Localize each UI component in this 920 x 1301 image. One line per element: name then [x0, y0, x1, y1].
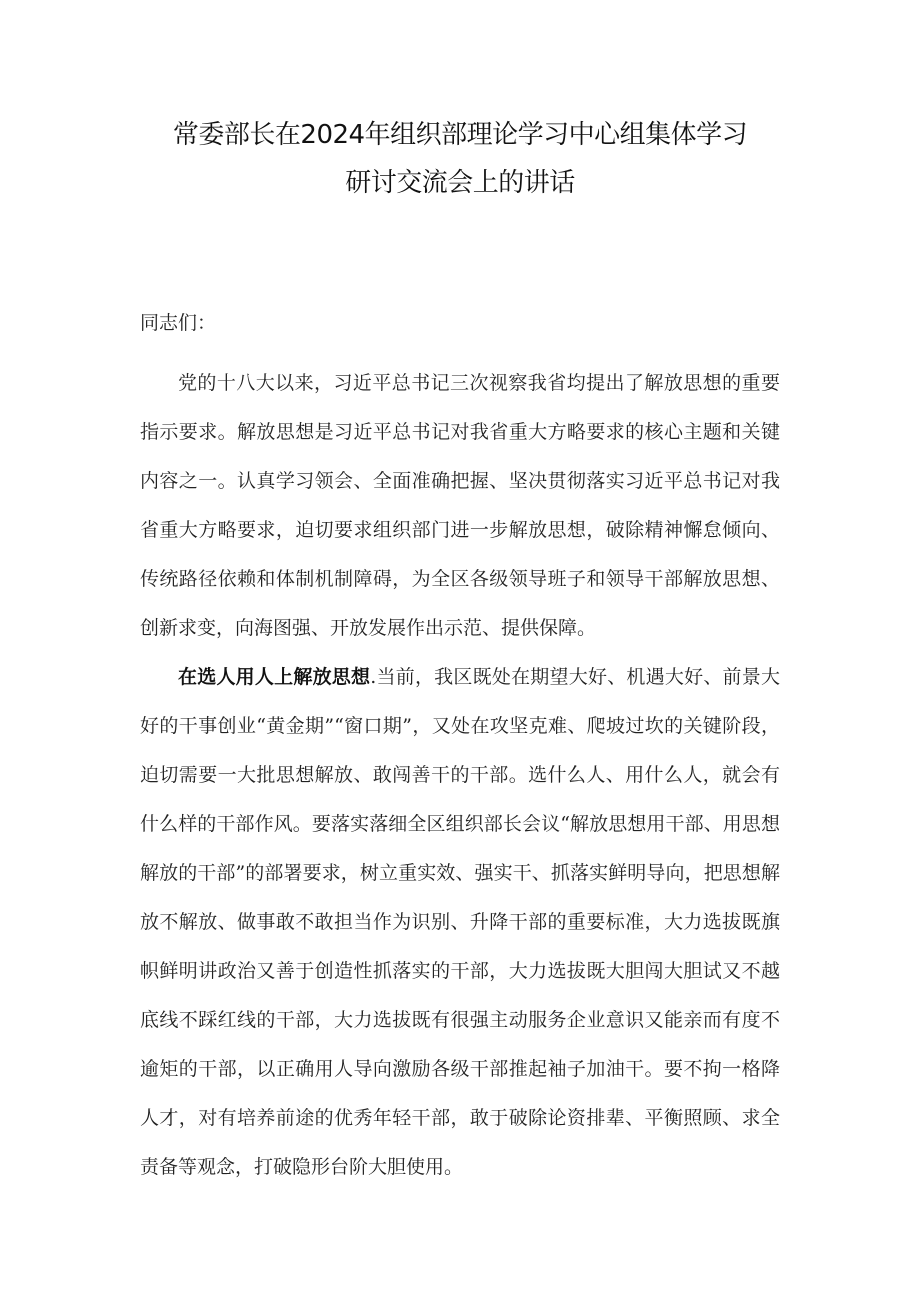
paragraph-2-body: .当前，我区既处在期望大好、机遇大好、前景大好的干事创业“黄金期”“窗口期”，又处在攻坚克难、爬坡过坎的关键阶段，迫切需要一大批思想解放、敢闯善干的干部。选什么人、用什么人，就会有什么样的干部作风。要落实落细全区组织部长会议“解放思想用干部、用思想解放的干部”的部署要求，树立重实效、强实干、抓落实鲜明导向，把思想解放不解放、做事敢不敢担当作为识别、升降干部的重要标准，大力选拔既旗帜鲜明讲政治又善于创造性抓落实的干部，大力选拔既大胆闯大胆试又不越底线不踩红线的干部，大力选拔既有很强主动服务企业意识又能亲而有度不逾矩的干部，以正确用人导向激励各级干部推起袖子加油干。要不拘一格降人才，对有培养前途的优秀年轻干部，敢于破除论资排辈、平衡照顾、求全责备等观念，打破隐形台阶大胆使用。: [140, 666, 780, 1178]
salutation: 同志们：: [140, 312, 217, 334]
document-title-line-1: 常委部长在2024年组织部理论学习中心组集体学习: [172, 120, 748, 150]
paragraph-1: 党的十八大以来，习近平总书记三次视察我省均提出了解放思想的重要指示要求。解放思想是习近平总书记对我省重大方略要求的核心主题和关键内容之一。认真学习领会、全面准确把握、坚决贯彻落实习近平总书记对我省重大方略要求，迫切要求组织部门进一步解放思想，破除精神懈怠倾向、传统路径依赖和体制机制障碍，为全区各级领导班子和领导干部解放思想、创新求变，向海图强、开放发展作出示范、提供保障。: [140, 372, 780, 639]
paragraph-2: [140, 653, 780, 1192]
paragraph-2-lead-heading: 在选人用人上解放思想: [178, 666, 371, 688]
document-title-line-2: 研讨交流会上的讲话: [345, 168, 575, 198]
